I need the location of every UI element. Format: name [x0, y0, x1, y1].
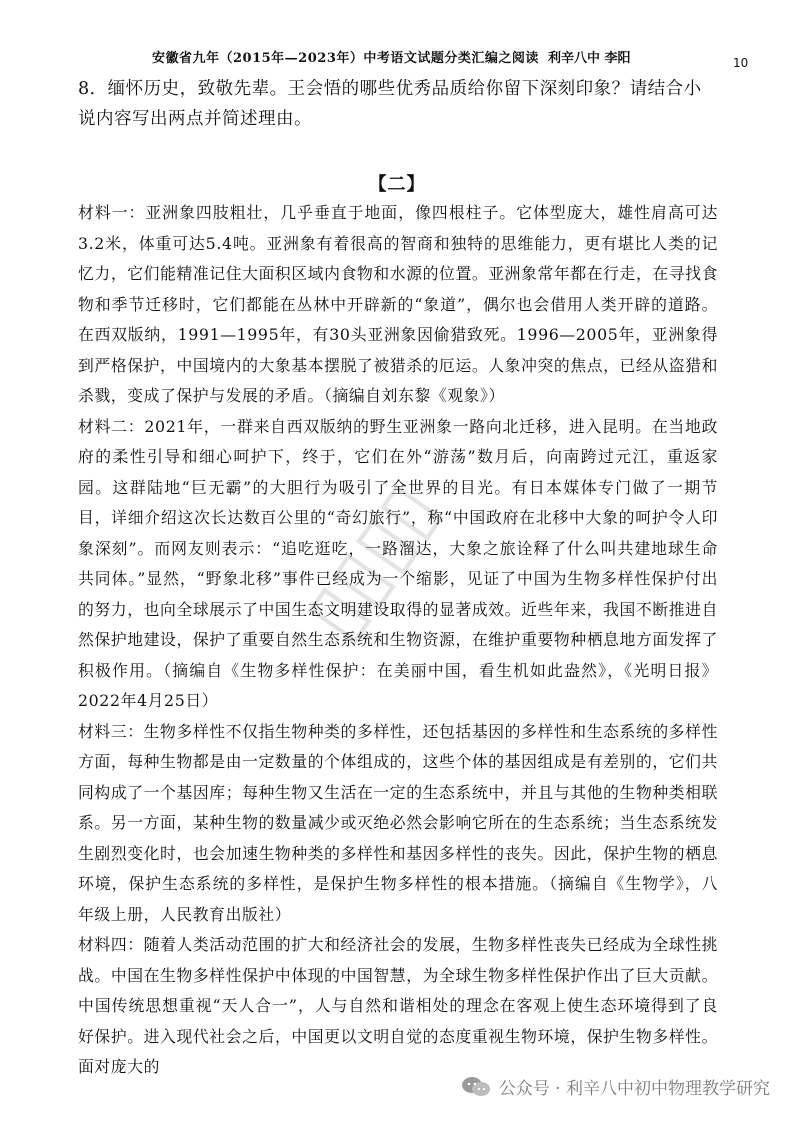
materials-body [78, 198, 718, 1083]
page-number: 10 [733, 56, 749, 70]
material-text: 亚洲象四肢粗壮，几乎垂直于地面，像四根柱子。它体型庞大，雄性肩高可达3.2米，体重可达5.4吨。亚洲象有着很高的智商和独特的思维能力，更有堪比人类的记忆力，它们能精准记住大面积区域内食物和水源的位置。亚洲象常年都在行走，在寻找食物和季节迁移时，它们都能在丛林中开辟新的“象道”，偶尔也会借用人类开辟的道路。在西双版纳，1991—1995年，有30头亚洲象因偷猎致死。1996—2005年，亚洲象得到严格保护，中国境内的大象基本摆脱了被猎杀的厄运。人象冲突的焦点，已经从盗猎和杀戮，变成了保护与发展的矛盾。（摘编自刘东黎《观象》） [78, 203, 718, 405]
faint-stamp-watermark: ▯▯▯▯ [285, 465, 455, 655]
section-title: 【二】 [368, 174, 426, 195]
header-author: 利辛八中 李阳 [548, 51, 631, 66]
material-4 [78, 930, 718, 1083]
material-label: 材料三： [78, 721, 144, 741]
page-header [0, 47, 794, 70]
material-label: 材料二： [78, 416, 145, 436]
material-text: 随着人类活动范围的扩大和经济社会的发展，生物多样性丧失已经成为全球性挑战。中国在生物多样性保护中体现的中国智慧，为全球生物多样性保护作出了巨大贡献。中国传统思想重视“天人合一”，人与自然和谐相处的理念在客观上使生态环境得到了良好保护。进入现代社会之后，中国更以文明自觉的态度重视生物环境，保护生物多样性。面对庞大的 [78, 935, 718, 1076]
question-8: 8．缅怀历史，致敬先辈。王会悟的哪些优秀品质给你留下深刻印象？请结合小说内容写出两点并简述理由。 [78, 79, 702, 129]
footer-watermark [461, 1074, 770, 1099]
material-text: 2021年，一群来自西双版纳的野生亚洲象一路向北迁移，进入昆明。在当地政府的柔性引导和细心呵护下，终于，它们在外“游荡”数月后，向南跨过元江，重返家园。这群陆地“巨无霸”的大胆行为吸引了全世界的目光。有日本媒体专门做了一期节目，详细介绍这次长达数百公里的“奇幻旅行”，称“中国政府在北移中大象的呵护令人印象深刻”。而网友则表示：“追吃逛吃，一路溜达，大象之旅诠释了什么叫共建地球生命共同体。”显然，“野象北移”事件已经成为一个缩影，见证了中国为生物多样性保护付出的努力，也向全球展示了中国生态文明建设取得的显著成效。近些年来，我国不断推进自然保护地建设，保护了重要自然生态系统和生物资源，在维护重要物种栖息地方面发挥了积极作用。（摘编自《生物多样性保护：在美丽中国，看生机如此盎然》，《光明日报》2022年4月25日） [78, 416, 718, 710]
material-1 [78, 198, 718, 412]
wechat-icon [461, 1076, 491, 1098]
header-title: 安徽省九年（2015年—2023年）中考语文试题分类汇编之阅读 [152, 51, 539, 66]
material-3 [78, 717, 718, 931]
footer-watermark-text: 公众号 · 利辛八中初中物理教学研究 [498, 1079, 770, 1099]
material-2 [78, 412, 718, 717]
material-label: 材料一： [78, 203, 146, 222]
material-label: 材料四： [78, 935, 144, 954]
material-text: 生物多样性不仅指生物种类的多样性，还包括基因的多样性和生态系统的多样性方面，每种生物都是由一定数量的个体组成的，这些个体的基因组成是有差别的，它们共同构成了一个基因库；每种生物又生活在一定的生态系统中，并且与其他的生物种类相联系。另一方面，某种生物的数量减少或灭绝必然会影响它所在的生态系统；当生态系统发生剧烈变化时，也会加速生物种类的多样性和基因多样性的丧失。因此，保护生物的栖息环境，保护生态系统的多样性，是保护生物多样性的根本措施。（摘编自《生物学》，八年级上册，人民教育出版社） [78, 721, 718, 924]
